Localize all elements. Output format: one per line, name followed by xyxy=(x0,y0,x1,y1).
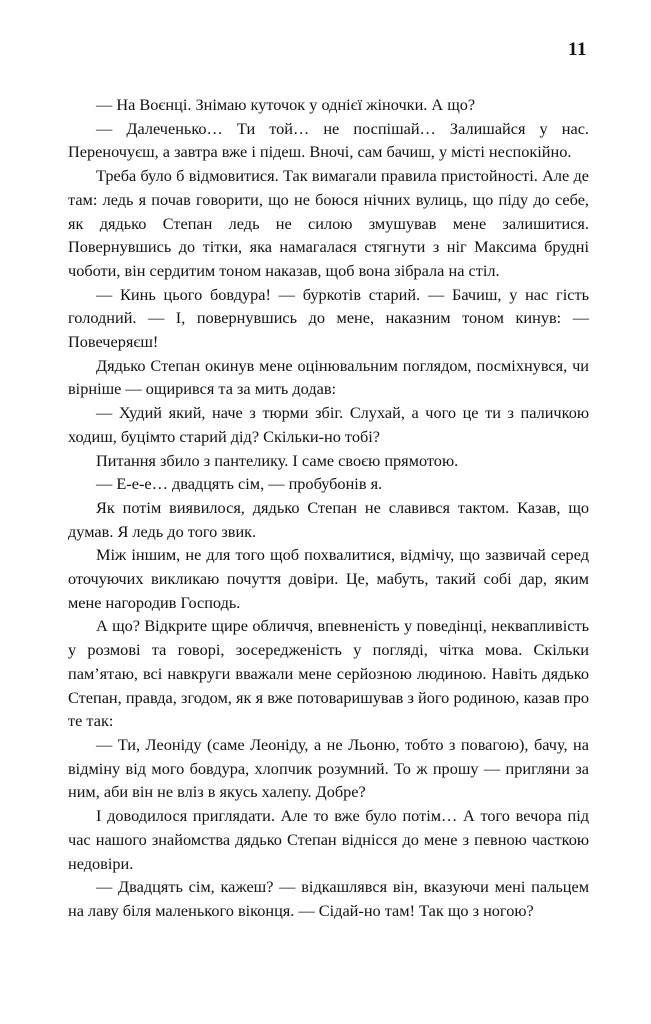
page-body xyxy=(68,93,589,923)
paragraph: — Двадцять сім, кажеш? — відкашлявся він, вказуючи мені пальцем на лаву біля маленького віконця. — Сідай-но там! Так що з ногою? xyxy=(68,877,589,920)
paragraph: Як потім виявилося, дядько Степан не славився тактом. Казав, що думав. Я ледь до того звик. xyxy=(68,497,589,541)
paragraph: — Е-е-е… двадцять сім, — пробубонів я. xyxy=(96,474,383,494)
paragraph: — Далеченько… Ти той… не поспішай… Залишайся у нас. Переночуєш, а завтра вже і підеш. Вночі, сам бачиш, у місті неспокійно. xyxy=(68,118,589,162)
paragraph: — На Воєнці. Знімаю куточок у однієї жіночки. А що? xyxy=(96,95,476,114)
paragraph: І доводилося приглядати. Але то вже було потім… А того вечора під час нашого знайомства дядько Степан віднісся до мене з певною часткою недовіри. xyxy=(68,806,589,873)
page-number: 11 xyxy=(568,39,587,60)
paragraph: Питання збило з пантелику. І саме своєю прямотою. xyxy=(96,450,459,470)
paragraph: Між іншим, не для того щоб похвалитися, відмічу, що зазвичай серед оточуючих викликаю почуття довіри. Це, мабуть, такий собі дар, яким мене нагородив Господь. xyxy=(68,545,589,612)
paragraph: Треба було б відмовитися. Так вимагали правила пристойності. Але де там: ледь я почав говорити, що не боюся нічних вулиць, що піду до себе, як дядько Степан ледь не силою змушував мене залишитися. Повернувшись до тітки, яка намагалася стягнути з ніг Максима брудні чоботи, він сердитим тоном наказав, щоб вона зібрала на стіл. xyxy=(68,166,589,280)
paragraph: А що? Відкрите щире обличчя, впевненість у поведінці, неквапливість у розмові та говорі, зосередженість у погляді, чітка мова. Скільки пам’ятаю, всі навкруги вважали мене серйозною людиною. Навіть дядько Степан, правда, згодом, як я вже потоваришував з його родиною, казав про те так: xyxy=(68,616,589,731)
paragraph: — Худий який, наче з тюрми збіг. Слухай, а чого це ти з паличкою ходиш, буцімто старий дід? Скільки-но тобі? xyxy=(68,403,589,446)
paragraph: — Ти, Леоніду (саме Леоніду, а не Льоню, тобто з повагою), бачу, на відміну від мого бовдура, хлопчик розумний. То ж прошу — пригляни за ним, аби він не вліз в якусь халепу. Добре? xyxy=(68,734,589,802)
paragraph: — Кинь цього бовдура! — буркотів старий. — Бачиш, у нас гість голодний. — І, повернувшись до мене, наказним тоном кинув: — Повечеряєш! xyxy=(68,284,589,352)
paragraph: Дядько Степан окинув мене оцінювальним поглядом, посміхнувся, чи вірніше — ощирився та за мить додав: xyxy=(68,355,589,399)
